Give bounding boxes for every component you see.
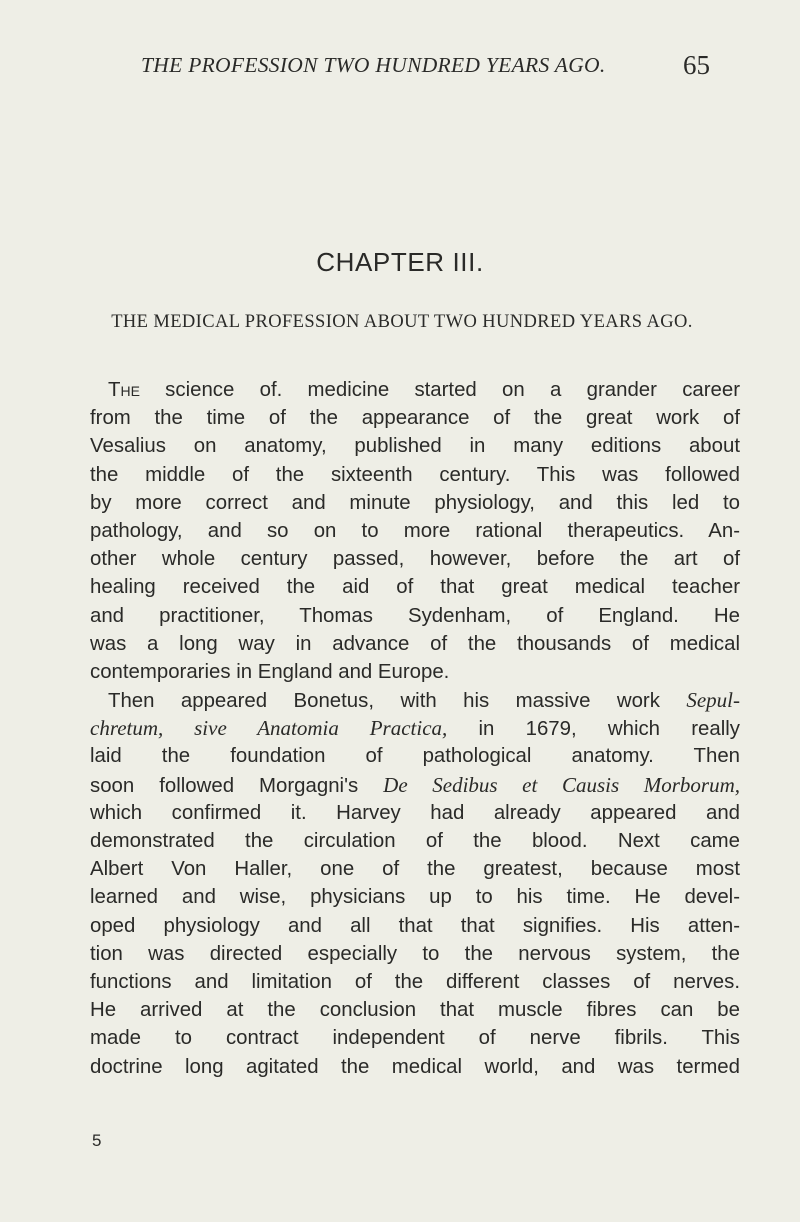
text-line: laid the foundation of pathological anatomy. Then (90, 745, 740, 768)
running-head: THE PROFESSION TWO HUNDRED YEARS AGO. (141, 53, 606, 77)
text-line: and practitioner, Thomas Sydenham, of England. He (90, 604, 740, 627)
body-text (90, 376, 740, 1081)
text-line: tion was directed especially to the nervous system, the (90, 942, 740, 965)
page-number: 65 (683, 50, 710, 80)
text-line: oped physiology and all that that signifies. His atten- (90, 914, 740, 937)
text-line: healing received the aid of that great medical teacher (90, 576, 740, 599)
text-line: soon followed Morgagni's De Sedibus et Causis Morborum, (90, 772, 740, 797)
text-line: the middle of the sixteenth century. This was followed (90, 463, 740, 486)
text-line: He arrived at the conclusion that muscle fibres can be (90, 999, 740, 1022)
text-line: was a long way in advance of the thousands of medical (90, 632, 740, 655)
text-line: contemporaries in England and Europe. (90, 660, 450, 683)
chapter-title: THE MEDICAL PROFESSION ABOUT TWO HUNDRED YEARS AGO. (111, 312, 693, 332)
text-line: Then appeared Bonetus, with his massive work Sepul- (108, 688, 740, 713)
text-line: learned and wise, physicians up to his time. He devel- (90, 886, 740, 909)
text-line: which confirmed it. Harvey had already appeared and (90, 801, 740, 824)
text-line: doctrine long agitated the medical world, and was termed (90, 1055, 740, 1078)
text-line: pathology, and so on to more rational therapeutics. An- (90, 519, 740, 542)
text-line: demonstrated the circulation of the blood. Next came (90, 830, 740, 852)
text-line: by more correct and minute physiology, and this led to (90, 491, 740, 514)
text-line: other whole century passed, however, before the art of (90, 548, 740, 571)
text-line: Vesalius on anatomy, published in many editions about (90, 435, 740, 458)
text-line: The science of. medicine started on a grander career (108, 379, 740, 401)
text-line: Albert Von Haller, one of the greatest, because most (90, 858, 740, 881)
chapter-heading: CHAPTER III. (316, 247, 484, 277)
signature-mark: 5 (92, 1131, 102, 1150)
text-line: chretum, sive Anatomia Practica, in 1679, which really (90, 716, 740, 741)
text-line: from the time of the appearance of the great work of (90, 407, 740, 430)
text-line: functions and limitation of the different classes of nerves. (90, 970, 740, 993)
text-line: made to contract independent of nerve fibrils. This (90, 1027, 740, 1050)
